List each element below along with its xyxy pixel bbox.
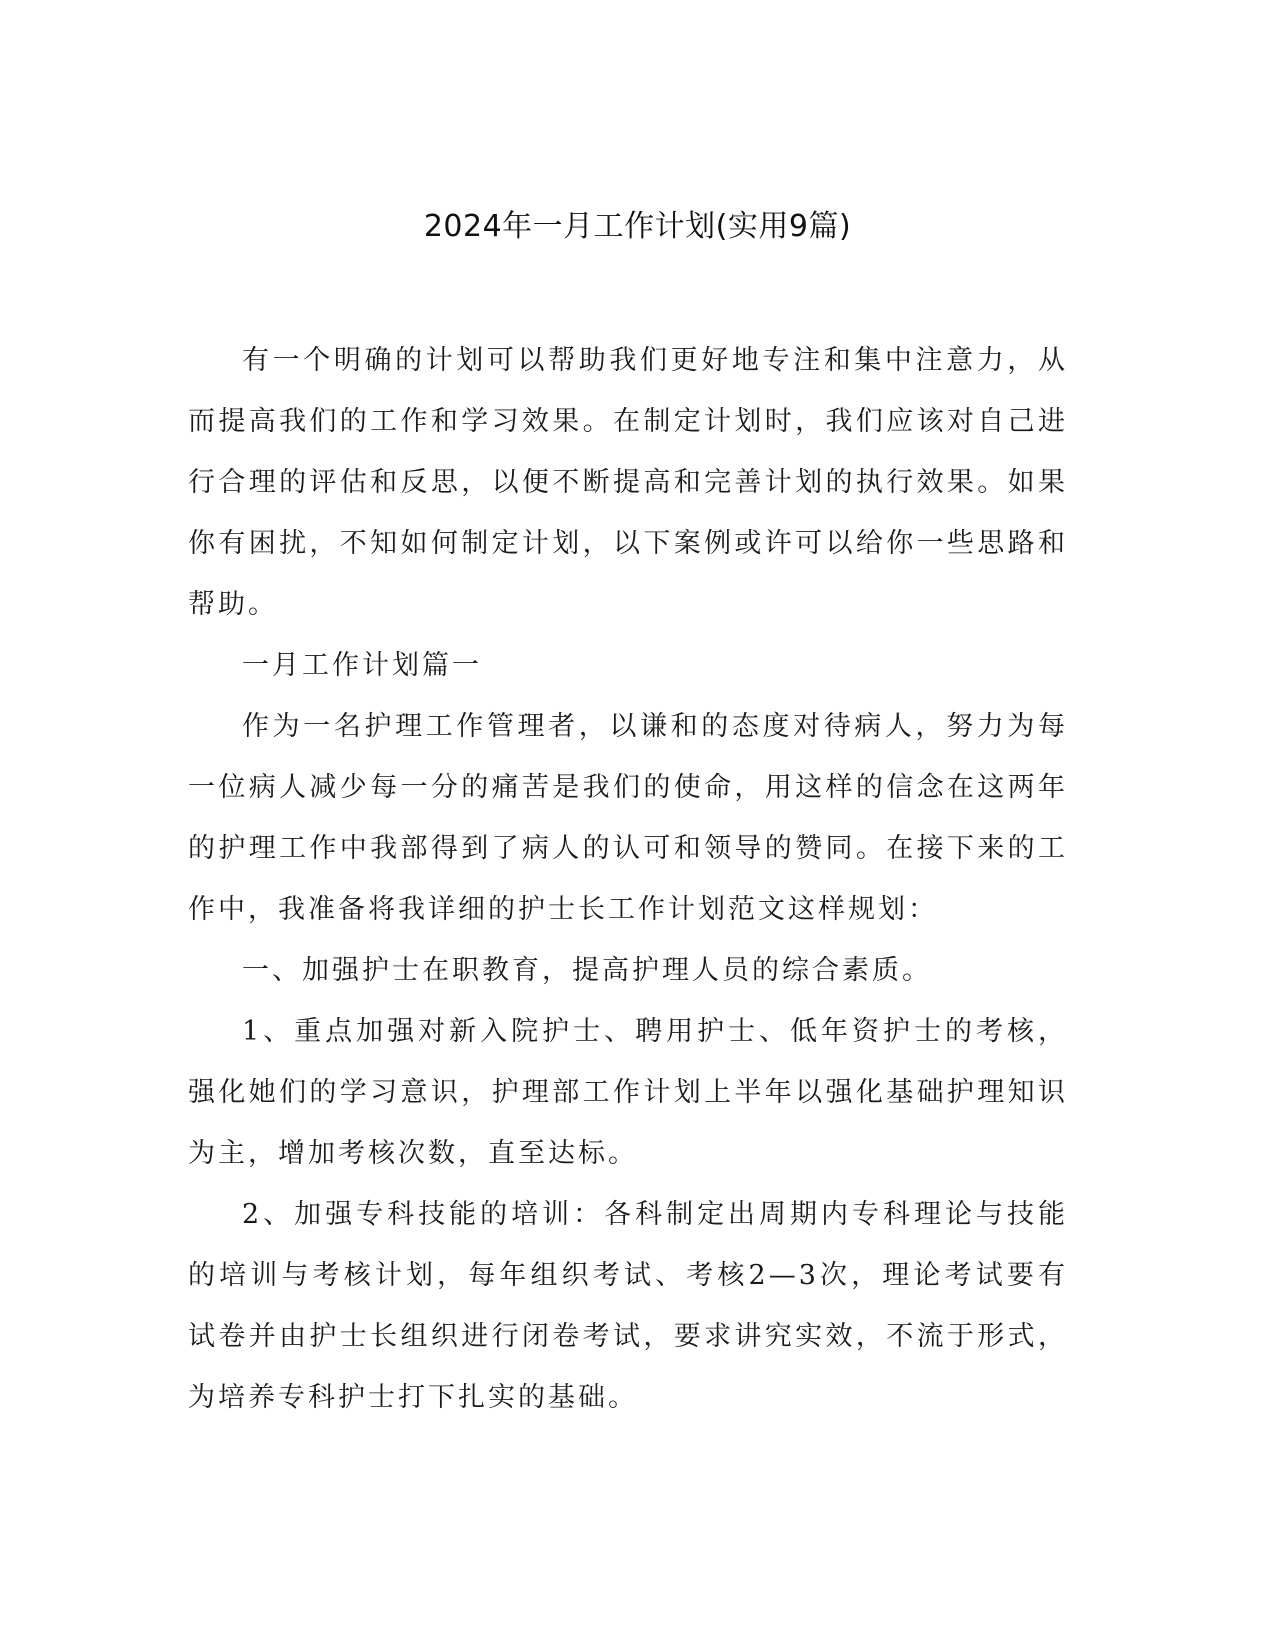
list-item: 2、加强专科技能的培训：各科制定出周期内专科理论与技能的培训与考核计划，每年组织考试、考核2—3次，理论考试要有试卷并由护士长组织进行闭卷考试，要求讲究实效，不流于形式，为培养专科护士打下扎实的基础。 <box>188 1199 1068 1413</box>
section-heading: 一月工作计划篇一 <box>242 650 482 681</box>
intro-paragraph: 有一个明确的计划可以帮助我们更好地专注和集中注意力，从而提高我们的工作和学习效果。在制定计划时，我们应该对自己进行合理的评估和反思，以便不断提高和完善计划的执行效果。如果你有困扰，不知如何制定计划，以下案例或许可以给你一些思路和帮助。 <box>188 345 1068 620</box>
list-heading: 一、加强护士在职教育，提高护理人员的综合素质。 <box>242 955 932 986</box>
list-item: 1、重点加强对新入院护士、聘用护士、低年资护士的考核，强化她们的学习意识，护理部工作计划上半年以强化基础护理知识为主，增加考核次数，直至达标。 <box>188 1016 1068 1169</box>
document-body <box>188 330 1068 1428</box>
document-title: 2024年一月工作计划(实用9篇) <box>423 209 852 244</box>
body-paragraph: 作为一名护理工作管理者，以谦和的态度对待病人，努力为每一位病人减少每一分的痛苦是我们的使命，用这样的信念在这两年的护理工作中我部得到了病人的认可和领导的赞同。在接下来的工作中，我准备将我详细的护士长工作计划范文这样规划： <box>188 711 1068 925</box>
